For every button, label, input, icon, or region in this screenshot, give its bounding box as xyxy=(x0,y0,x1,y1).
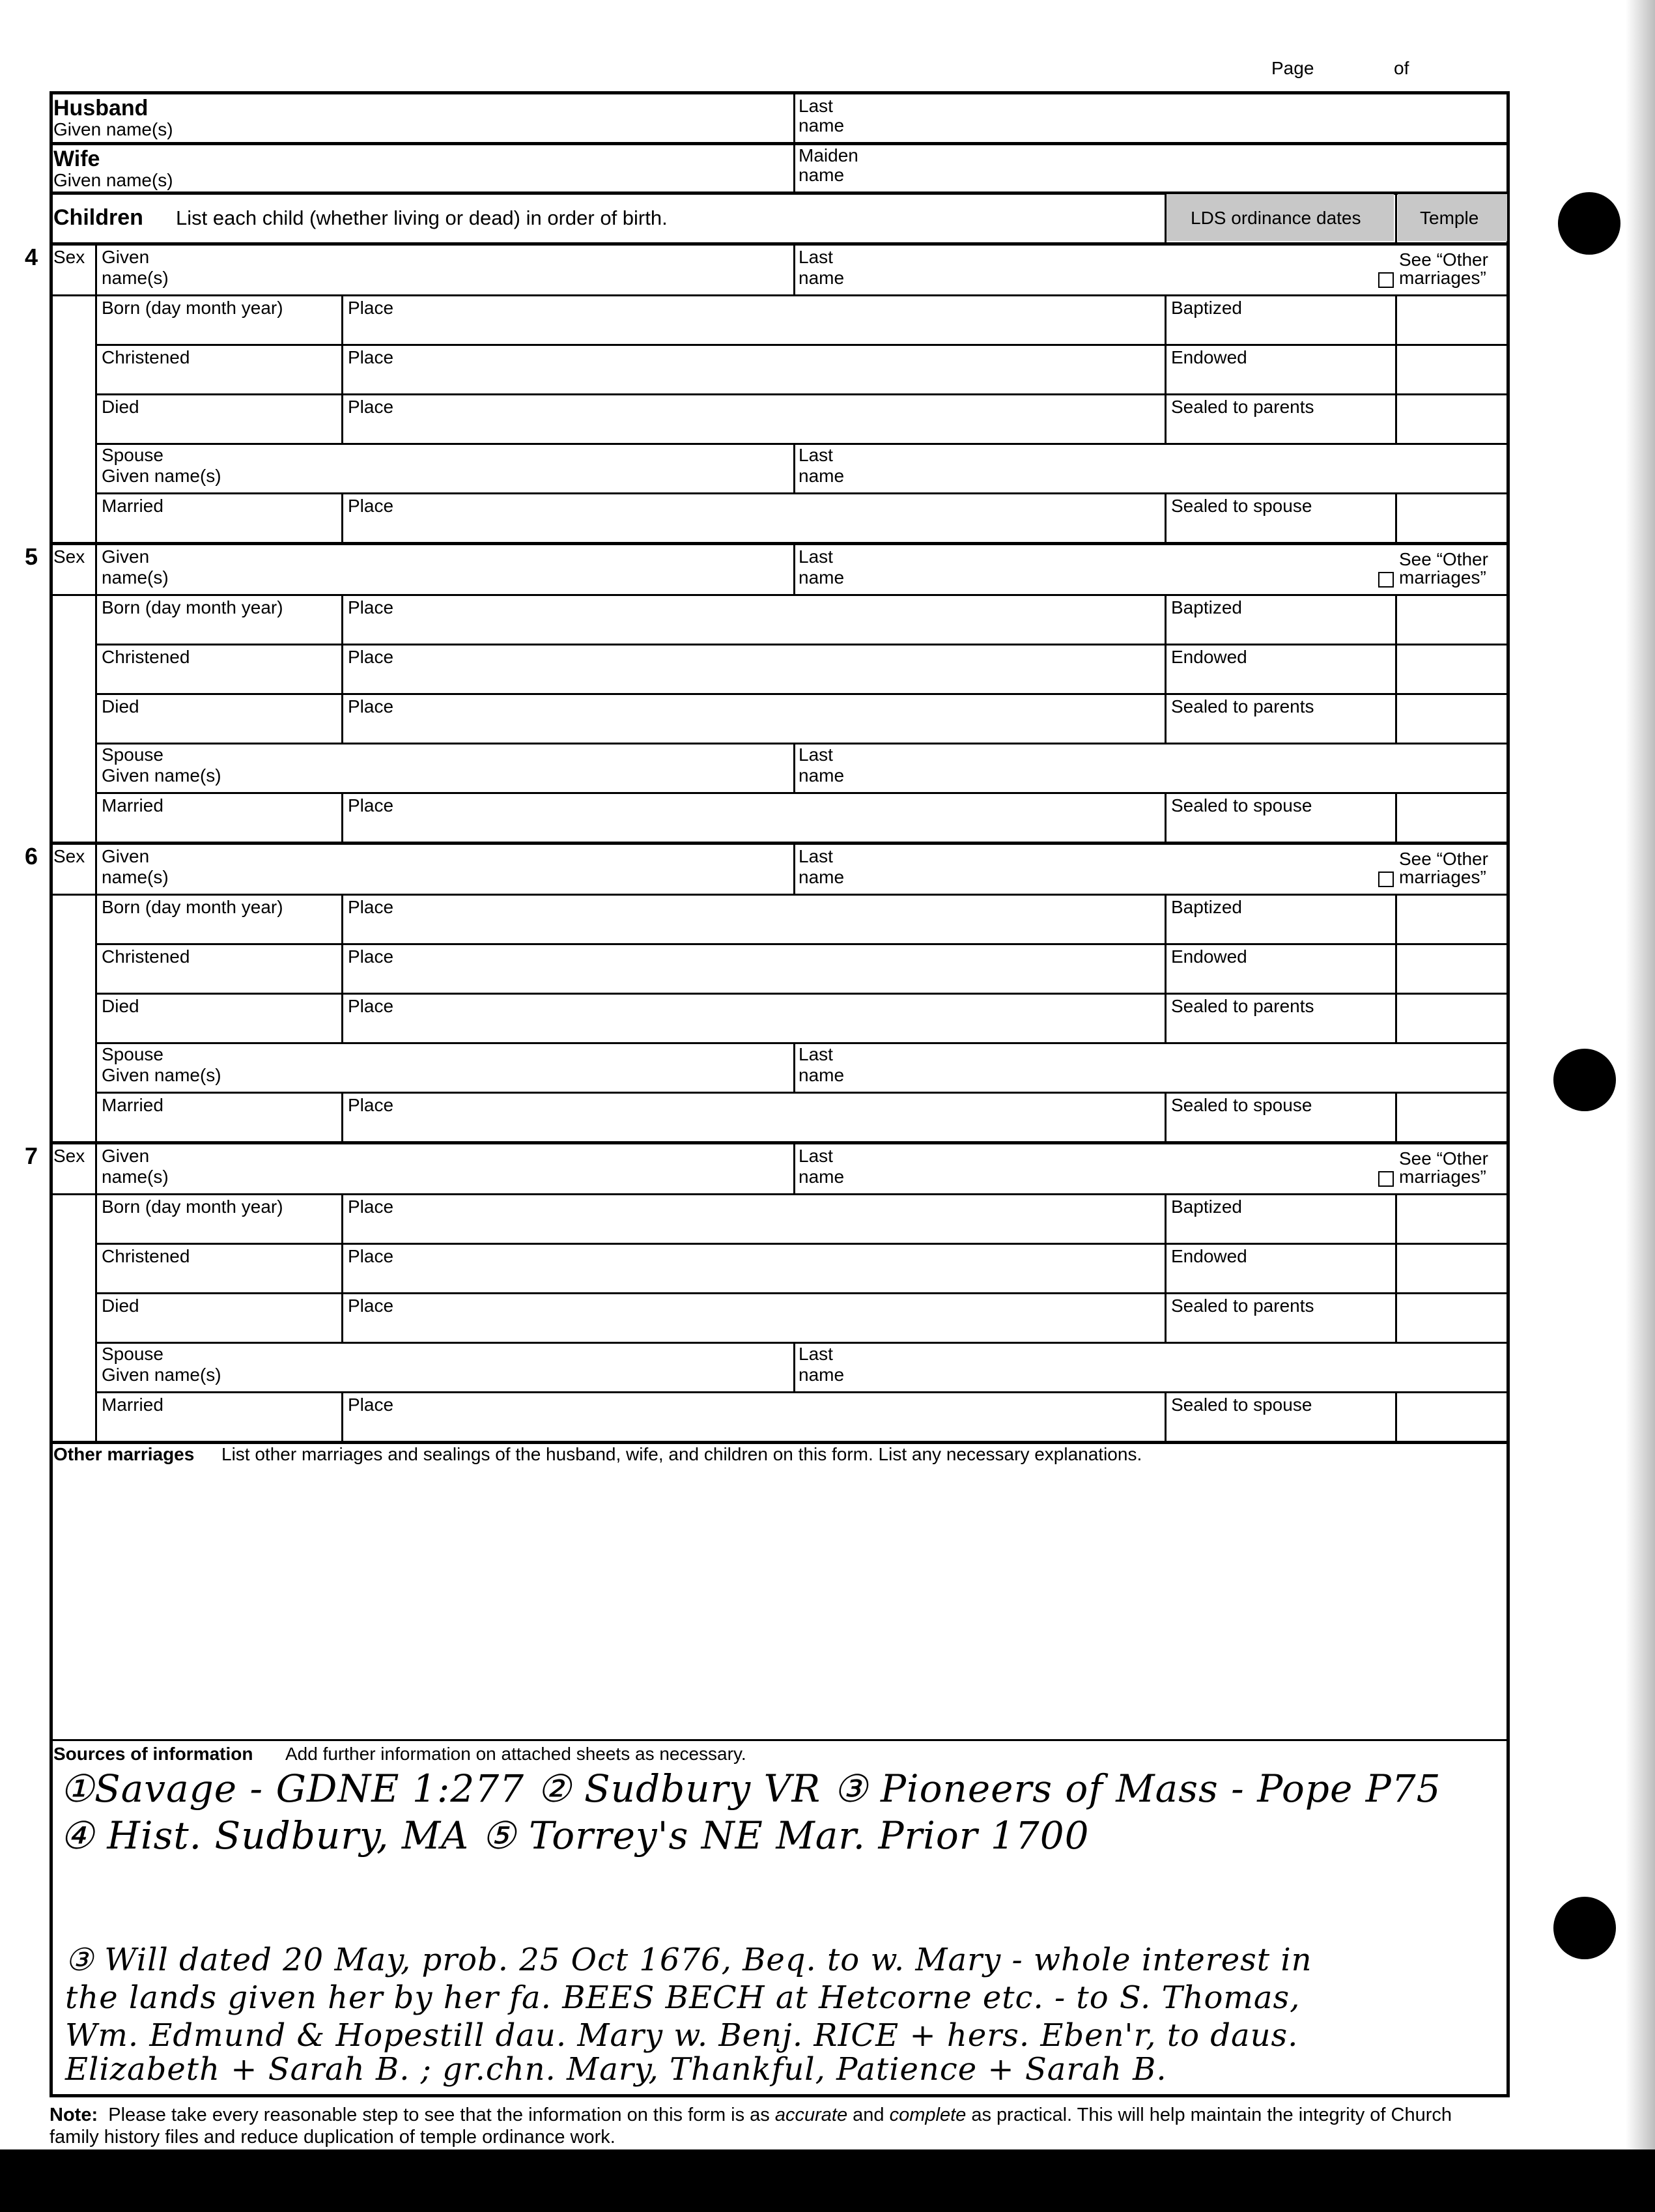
child-5-baptized-label: Baptized xyxy=(1171,597,1242,617)
child-6-spouse-label: Spouse xyxy=(102,1044,163,1064)
child-7-spouse-name-label: name xyxy=(799,1365,845,1385)
child-7-died-place-label: Place xyxy=(348,1296,394,1316)
note-line-2: family history files and reduce duplication of temple ordinance work. xyxy=(50,2127,615,2148)
child-6-marriages-label: marriages” xyxy=(1399,867,1486,887)
child-4-sealed-parents-label: Sealed to parents xyxy=(1171,397,1314,417)
child-4-see-other-label: See “Other xyxy=(1399,249,1488,270)
child-4-born-place-label: Place xyxy=(348,298,394,318)
child-6-died-place-label: Place xyxy=(348,996,394,1016)
child-4-baptized-divider xyxy=(1165,294,1167,344)
child-6-other-marriages-checkbox[interactable] xyxy=(1378,872,1394,887)
child-7-last-label: Last xyxy=(799,1146,833,1166)
child-5-spouse-divider xyxy=(793,743,795,792)
child-7-christened-label: Christened xyxy=(102,1246,190,1266)
child-7-sealed-spouse-temple-divider xyxy=(1395,1391,1397,1441)
child-7-married-place-label: Place xyxy=(348,1395,394,1415)
child-5-top-border xyxy=(50,542,1510,545)
child-7-baptized-temple-divider xyxy=(1395,1193,1397,1243)
child-4-name-label: name xyxy=(799,268,845,288)
husband-title: Husband xyxy=(53,96,149,121)
child-4-married-label: Married xyxy=(102,496,163,516)
child-5-endowed-temple-divider xyxy=(1395,644,1397,693)
child-4-christened-bottom xyxy=(95,393,1510,395)
child-6-sealed-parents-label: Sealed to parents xyxy=(1171,996,1314,1016)
form-bottom-border xyxy=(50,2094,1510,2097)
child-7-names-label: name(s) xyxy=(102,1167,169,1187)
child-7-endowed-divider xyxy=(1165,1243,1167,1292)
child-7-endowed-temple-divider xyxy=(1395,1243,1397,1292)
child-6-sex-divider xyxy=(95,842,97,1141)
child-6-died-place-divider xyxy=(341,993,343,1042)
child-6-christened-place-label: Place xyxy=(348,946,394,967)
child-7-baptized-divider xyxy=(1165,1193,1167,1243)
child-7-number: 7 xyxy=(25,1142,38,1169)
husband-last-label: Last xyxy=(799,96,833,116)
child-4-sex-label: Sex xyxy=(53,247,85,267)
child-7-sealed-parents-divider xyxy=(1165,1292,1167,1342)
child-6-sealed-spouse-temple-divider xyxy=(1395,1092,1397,1141)
child-5-row1-bottom xyxy=(50,594,1510,596)
child-4-endowed-divider xyxy=(1165,344,1167,393)
child-6-given-label: Given xyxy=(102,846,150,866)
child-5-last-divider xyxy=(793,542,795,594)
child-4-other-marriages-checkbox[interactable] xyxy=(1378,272,1394,288)
form-right-border xyxy=(1506,91,1510,2097)
child-7-born-label: Born (day month year) xyxy=(102,1197,283,1217)
child-5-spouse-bottom xyxy=(95,792,1510,794)
child-6-born-label: Born (day month year) xyxy=(102,897,283,917)
child-4-row1-bottom xyxy=(50,294,1510,296)
source-line-4: the lands given her by her fa. BEES BECH at Hetcorne etc. - to S. Thomas, xyxy=(65,1979,1301,2016)
child-5-name-label: name xyxy=(799,567,845,588)
source-line-1: ①Savage - GDNE 1:277 ② Sudbury VR ③ Pioneers of Mass - Pope P75 xyxy=(60,1766,1441,1811)
child-5-christened-bottom xyxy=(95,693,1510,695)
source-line-2: ④ Hist. Sudbury, MA ⑤ Torrey's NE Mar. Prior 1700 xyxy=(60,1813,1090,1858)
child-4-spouse-bottom xyxy=(95,492,1510,494)
child-4-spouse-given-label: Given name(s) xyxy=(102,466,221,486)
source-line-5: Wm. Edmund & Hopestill dau. Mary w. Benj. RICE + hers. Eben'r, to daus. xyxy=(65,2017,1299,2054)
child-6-spouse-bottom xyxy=(95,1092,1510,1094)
child-4-died-place-label: Place xyxy=(348,397,394,417)
child-6-top-border xyxy=(50,842,1510,845)
child-4-sealed-spouse-label: Sealed to spouse xyxy=(1171,496,1312,516)
child-6-baptized-label: Baptized xyxy=(1171,897,1242,917)
child-7-married-place-divider xyxy=(341,1391,343,1441)
child-6-born-bottom xyxy=(95,943,1510,945)
child-6-sealed-spouse-divider xyxy=(1165,1092,1167,1141)
child-4-died-place-divider xyxy=(341,393,343,443)
child-5-christened-label: Christened xyxy=(102,647,190,667)
child-6-sex-label: Sex xyxy=(53,846,85,866)
child-6-spouse-divider xyxy=(793,1042,795,1092)
child-7-baptized-label: Baptized xyxy=(1171,1197,1242,1217)
child-5-sex-label: Sex xyxy=(53,546,85,567)
child-5-married-place-divider xyxy=(341,792,343,842)
child-6-name-label: name xyxy=(799,867,845,887)
child-5-sealed-spouse-label: Sealed to spouse xyxy=(1171,795,1312,815)
form-left-border xyxy=(50,91,53,2097)
child-7-endowed-label: Endowed xyxy=(1171,1246,1247,1266)
child-4-spouse-name-label: name xyxy=(799,466,845,486)
child-5-number: 5 xyxy=(25,543,38,570)
punch-hole-middle xyxy=(1553,1049,1616,1111)
child-7-other-marriages-checkbox[interactable] xyxy=(1378,1171,1394,1187)
child-5-see-other-label: See “Other xyxy=(1399,549,1488,569)
other-marriages-bottom xyxy=(50,1739,1510,1741)
child-6-row1-bottom xyxy=(50,894,1510,896)
child-4-christened-place-divider xyxy=(341,344,343,393)
child-6-endowed-temple-divider xyxy=(1395,943,1397,993)
child-7-spouse-bottom xyxy=(95,1391,1510,1393)
child-6-married-place-label: Place xyxy=(348,1095,394,1115)
child-6-christened-label: Christened xyxy=(102,946,190,967)
child-7-sealed-parents-label: Sealed to parents xyxy=(1171,1296,1314,1316)
child-5-other-marriages-checkbox[interactable] xyxy=(1378,572,1394,588)
child-7-sex-divider xyxy=(95,1141,97,1441)
wife-divider xyxy=(793,143,795,193)
child-5-spouse-name-label: name xyxy=(799,765,845,786)
wife-maiden-label: Maiden xyxy=(799,145,858,165)
child-4-sealed-spouse-temple-divider xyxy=(1395,492,1397,542)
wife-title: Wife xyxy=(53,147,100,171)
child-6-born-place-label: Place xyxy=(348,897,394,917)
punch-hole-bottom xyxy=(1553,1897,1616,1959)
note-and: and xyxy=(853,2105,884,2125)
child-6-spouse-given-label: Given name(s) xyxy=(102,1065,221,1085)
child-6-died-label: Died xyxy=(102,996,139,1016)
husband-divider xyxy=(793,92,795,143)
child-7-sex-label: Sex xyxy=(53,1146,85,1166)
note-post: as practical. This will help maintain the integrity of Church xyxy=(971,2105,1452,2125)
child-6-see-other-label: See “Other xyxy=(1399,849,1488,869)
child-5-married-place-label: Place xyxy=(348,795,394,815)
child-5-married-label: Married xyxy=(102,795,163,815)
child-5-baptized-temple-divider xyxy=(1395,594,1397,644)
note-pre: Please take every reasonable step to see that the information on this form is as xyxy=(108,2105,770,2125)
child-6-spouse-name-label: name xyxy=(799,1065,845,1085)
temple-label: Temple xyxy=(1420,208,1479,228)
child-6-last-divider xyxy=(793,842,795,894)
child-6-last-label: Last xyxy=(799,846,833,866)
husband-bottom xyxy=(50,142,1510,145)
child-7-given-label: Given xyxy=(102,1146,150,1166)
other-marriages-title: Other marriages xyxy=(53,1444,195,1464)
child-6-number: 6 xyxy=(25,843,38,870)
child-4-marriages-label: marriages” xyxy=(1399,268,1486,288)
note-line-1 xyxy=(50,2105,1452,2125)
child-5-spouse-given-label: Given name(s) xyxy=(102,765,221,786)
child-4-spouse-label: Spouse xyxy=(102,445,163,465)
child-5-sealed-parents-divider xyxy=(1165,693,1167,743)
child-7-name-label: name xyxy=(799,1167,845,1187)
child-4-endowed-temple-divider xyxy=(1395,344,1397,393)
source-line-6: Elizabeth + Sarah B. ; gr.chn. Mary, Thankful, Patience + Sarah B. xyxy=(65,2051,1167,2088)
child-7-died-place-divider xyxy=(341,1292,343,1342)
child-5-died-label: Died xyxy=(102,696,139,716)
child-7-spouse-last-label: Last xyxy=(799,1344,833,1364)
note-label: Note: xyxy=(50,2105,98,2125)
lds-header-left xyxy=(1165,193,1167,242)
scan-bottom-bar xyxy=(0,2149,1655,2212)
child-7-born-place-divider xyxy=(341,1193,343,1243)
children-title: Children xyxy=(53,205,143,230)
child-4-endowed-label: Endowed xyxy=(1171,347,1247,367)
of-label: of xyxy=(1394,58,1409,78)
child-4-died-label: Died xyxy=(102,397,139,417)
child-5-died-place-divider xyxy=(341,693,343,743)
child-4-given-label: Given xyxy=(102,247,150,267)
child-7-row1-bottom xyxy=(50,1193,1510,1195)
child-6-names-label: name(s) xyxy=(102,867,169,887)
children-instruction: List each child (whether living or dead) in order of birth. xyxy=(176,206,668,229)
child-5-spouse-last-label: Last xyxy=(799,744,833,765)
child-5-spouse-label: Spouse xyxy=(102,744,163,765)
child-7-sealed-spouse-label: Sealed to spouse xyxy=(1171,1395,1312,1415)
temple-header-left xyxy=(1395,193,1397,242)
child-5-born-bottom xyxy=(95,644,1510,645)
husband-given-label: Given name(s) xyxy=(53,119,173,139)
child-7-sealed-spouse-divider xyxy=(1165,1391,1167,1441)
child-5-last-label: Last xyxy=(799,546,833,567)
child-6-baptized-divider xyxy=(1165,894,1167,943)
child-5-names-label: name(s) xyxy=(102,567,169,588)
child-4-number: 4 xyxy=(25,244,38,270)
child-6-married-label: Married xyxy=(102,1095,163,1115)
child-5-born-place-label: Place xyxy=(348,597,394,617)
child-4-sealed-parents-temple-divider xyxy=(1395,393,1397,443)
child-7-marriages-label: marriages” xyxy=(1399,1167,1486,1187)
child-6-sealed-spouse-label: Sealed to spouse xyxy=(1171,1095,1312,1115)
child-4-baptized-temple-divider xyxy=(1395,294,1397,344)
child-5-sealed-spouse-temple-divider xyxy=(1395,792,1397,842)
child-6-endowed-divider xyxy=(1165,943,1167,993)
child-4-sealed-spouse-divider xyxy=(1165,492,1167,542)
child-6-christened-place-divider xyxy=(341,943,343,993)
child-7-last-divider xyxy=(793,1141,795,1193)
child-4-sealed-parents-divider xyxy=(1165,393,1167,443)
child-7-born-place-label: Place xyxy=(348,1197,394,1217)
child-5-sealed-parents-label: Sealed to parents xyxy=(1171,696,1314,716)
child-4-born-place-divider xyxy=(341,294,343,344)
child-5-sealed-spouse-divider xyxy=(1165,792,1167,842)
child-6-sealed-parents-temple-divider xyxy=(1395,993,1397,1042)
wife-name-label: name xyxy=(799,165,845,185)
sources-instruction: Add further information on attached sheets as necessary. xyxy=(285,1744,746,1764)
child-4-christened-place-label: Place xyxy=(348,347,394,367)
other-marriages-instruction: List other marriages and sealings of the husband, wife, and children on this form. List any necessary explanations. xyxy=(221,1444,1142,1464)
child-7-spouse-given-label: Given name(s) xyxy=(102,1365,221,1385)
child-7-spouse-label: Spouse xyxy=(102,1344,163,1364)
child-6-baptized-temple-divider xyxy=(1395,894,1397,943)
child-5-born-place-divider xyxy=(341,594,343,644)
child-4-spouse-divider xyxy=(793,443,795,492)
child-4-christened-label: Christened xyxy=(102,347,190,367)
child-5-christened-place-label: Place xyxy=(348,647,394,667)
child-6-christened-bottom xyxy=(95,993,1510,995)
child-7-see-other-label: See “Other xyxy=(1399,1148,1488,1169)
child-5-baptized-divider xyxy=(1165,594,1167,644)
child-5-marriages-label: marriages” xyxy=(1399,567,1486,588)
child-7-married-label: Married xyxy=(102,1395,163,1415)
child-6-endowed-label: Endowed xyxy=(1171,946,1247,967)
child-4-last-label: Last xyxy=(799,247,833,267)
child-4-born-bottom xyxy=(95,344,1510,346)
punch-hole-top xyxy=(1558,192,1620,255)
child-6-sealed-parents-divider xyxy=(1165,993,1167,1042)
child-4-married-place-label: Place xyxy=(348,496,394,516)
child-7-christened-place-divider xyxy=(341,1243,343,1292)
child-4-married-place-divider xyxy=(341,492,343,542)
child-4-names-label: name(s) xyxy=(102,268,169,288)
child-6-born-place-divider xyxy=(341,894,343,943)
lds-ordinance-label: LDS ordinance dates xyxy=(1191,208,1361,228)
child-7-died-label: Died xyxy=(102,1296,139,1316)
child-7-top-border xyxy=(50,1141,1510,1144)
note-complete: complete xyxy=(889,2105,967,2125)
child-7-christened-bottom xyxy=(95,1292,1510,1294)
child-4-born-label: Born (day month year) xyxy=(102,298,283,318)
sources-title: Sources of information xyxy=(53,1744,253,1764)
child-4-sex-divider xyxy=(95,242,97,542)
husband-name-label: name xyxy=(799,115,845,135)
form-top-border xyxy=(50,91,1510,94)
child-4-baptized-label: Baptized xyxy=(1171,298,1242,318)
child-4-last-divider xyxy=(793,242,795,294)
page-label: Page xyxy=(1271,58,1314,78)
child-6-spouse-last-label: Last xyxy=(799,1044,833,1064)
child-4-top-border xyxy=(50,242,1510,246)
child-7-born-bottom xyxy=(95,1243,1510,1245)
child-4-spouse-last-label: Last xyxy=(799,445,833,465)
child-5-born-label: Born (day month year) xyxy=(102,597,283,617)
child-5-given-label: Given xyxy=(102,546,150,567)
source-line-3: ③ Will dated 20 May, prob. 25 Oct 1676, Beq. to w. Mary - whole interest in xyxy=(65,1942,1312,1978)
scan-edge-shadow xyxy=(1626,0,1655,2149)
child-5-sex-divider xyxy=(95,542,97,842)
child-7-spouse-divider xyxy=(793,1342,795,1391)
child-7-christened-place-label: Place xyxy=(348,1246,394,1266)
child-5-died-place-label: Place xyxy=(348,696,394,716)
child-5-christened-place-divider xyxy=(341,644,343,693)
child-5-endowed-divider xyxy=(1165,644,1167,693)
child-7-sealed-parents-temple-divider xyxy=(1395,1292,1397,1342)
child-5-endowed-label: Endowed xyxy=(1171,647,1247,667)
child-5-sealed-parents-temple-divider xyxy=(1395,693,1397,743)
child-6-married-place-divider xyxy=(341,1092,343,1141)
wife-given-label: Given name(s) xyxy=(53,170,173,190)
note-accurate: accurate xyxy=(774,2105,848,2125)
